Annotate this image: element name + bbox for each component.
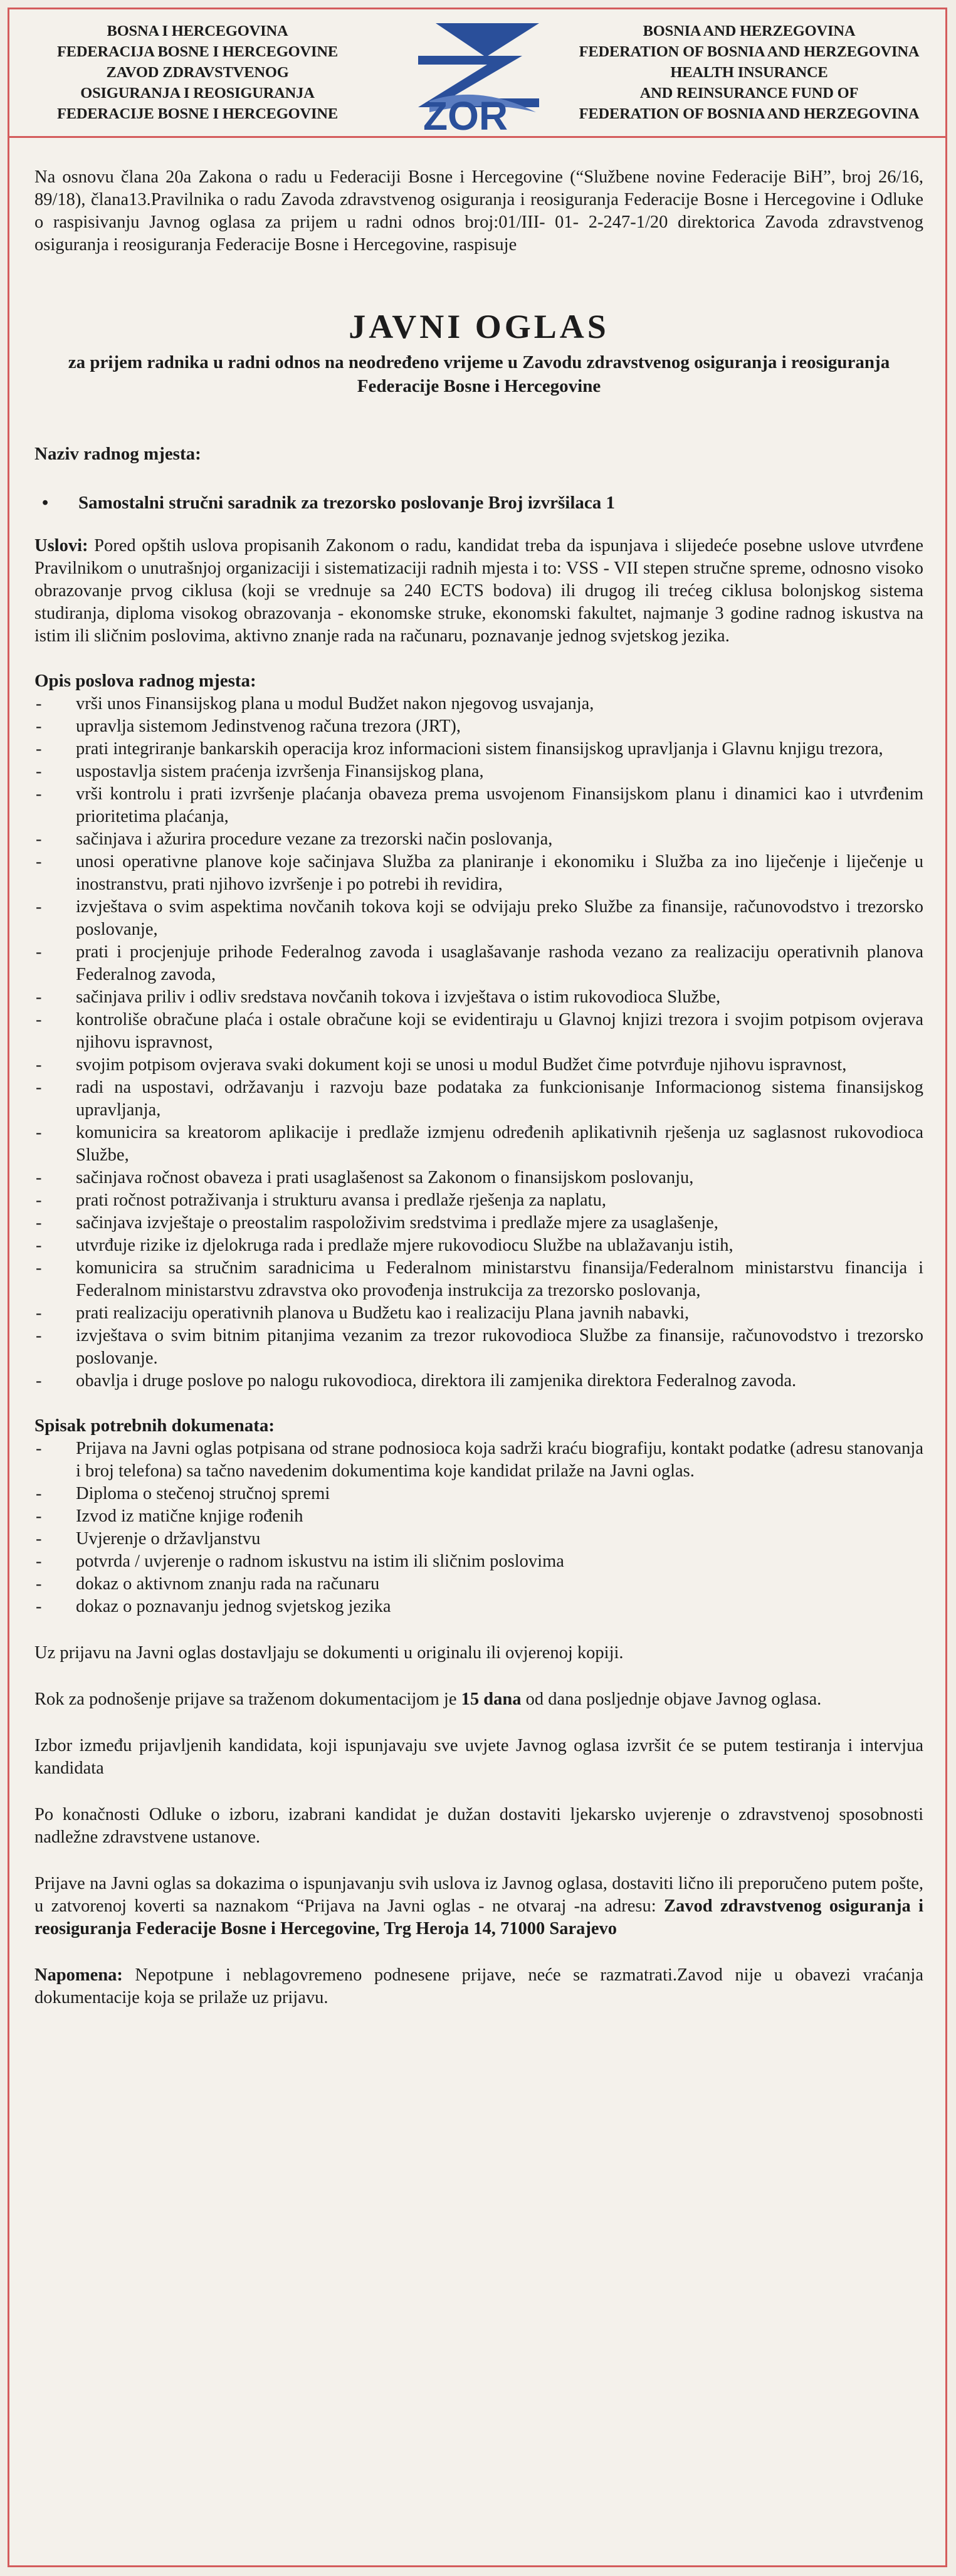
logo-letters: ZOR: [423, 93, 508, 134]
dash-marker: -: [36, 717, 42, 736]
duties-list: [34, 693, 923, 1392]
submission-paragraph: [34, 1873, 923, 1940]
document-item-text: Prijava na Javni oglas potpisana od strane podnosioca koja sadrži kraću biografiju, kontakt podatke (adresu stanovanja i broj telefona) sa tačno navedenim dokumentima koje kandidat prilaže na Javni oglas.: [76, 1439, 923, 1481]
dash-marker: -: [36, 852, 42, 871]
ad-subtitle: za prijem radnika u radni odnos na neodređeno vrijeme u Zavodu zdravstvenog osiguranja i reosiguranja Federacije Bosne i Hercegovine: [68, 352, 890, 396]
note-text: Nepotpune i neblagovremeno podnesene prijave, neće se razmatrati.Zavod nije u obavezi vraćanja dokumentacije koja se prilaže uz prijavu.: [34, 1965, 923, 2007]
dash-marker: -: [36, 1484, 42, 1503]
duty-item: [34, 851, 923, 896]
dash-marker: -: [36, 784, 42, 804]
note-label: Napomena:: [34, 1965, 123, 1985]
dash-marker: -: [36, 1123, 42, 1142]
duty-item-text: sačinjava izvještaje o preostalim raspoloživim sredstvima i predlaže mjere za usaglašenje,: [76, 1213, 718, 1233]
duty-item-text: svojim potpisom ovjerava svaki dokument koji se unosi u modul Budžet čime potvrđuje njihovu ispravnost,: [76, 1055, 847, 1075]
duty-item: [34, 896, 923, 941]
dash-marker: -: [36, 942, 42, 962]
ad-title: JAVNI OGLAS: [349, 308, 609, 345]
duty-item-text: uspostavlja sistem praćenja izvršenja Finansijskog plana,: [76, 762, 484, 781]
duty-item: [34, 1325, 923, 1370]
duty-item-text: vrši unos Finansijskog plana u modul Budžet nakon njegovog usvajanja,: [76, 694, 594, 713]
dash-marker: -: [36, 1213, 42, 1233]
duty-item-text: komunicira sa stručnim saradnicima u Federalnom ministarstvu finansija/Federalnom ministarstvu financija i Federalnom ministarstvu zdravstva oko provođenja instrukcija za trezorsko poslovanja,: [76, 1258, 923, 1300]
dash-marker: -: [36, 1439, 42, 1458]
dash-marker: -: [36, 1326, 42, 1345]
document-item: [34, 1528, 923, 1550]
duty-item-text: sačinjava i ažurira procedure vezane za trezorski način poslovanja,: [76, 829, 553, 849]
dash-marker: -: [36, 1597, 42, 1616]
document-item: [34, 1438, 923, 1483]
dash-marker: -: [36, 1168, 42, 1187]
document-item-text: Izvod iz matične knjige rođenih: [76, 1506, 303, 1526]
position-heading: Naziv radnog mjesta:: [34, 444, 201, 464]
duty-item: [34, 1234, 923, 1257]
dash-marker: -: [36, 739, 42, 759]
duty-item-text: utvrđuje rizike iz djelokruga rada i predlaže mjere rukovodiocu Službe na ublažavanju istih,: [76, 1236, 733, 1255]
submission-text: Prijave na Javni oglas sa dokazima o ispunjavanju svih uslova iz Javnog oglasa, dostaviti lično ili preporučeno putem pošte, u zatvorenoj koverti sa naznakom “Prijava na Javni oglas - ne otvaraj -na adresu:: [34, 1874, 923, 1916]
header-left-institution: [22, 21, 373, 124]
originals-paragraph: Uz prijavu na Javni oglas dostavljaju se dokumenti u originalu ili ovjerenoj kopiji.: [34, 1643, 624, 1663]
dash-marker: -: [36, 1191, 42, 1210]
dash-marker: -: [36, 897, 42, 917]
intro-paragraph: Na osnovu člana 20a Zakona o radu u Federaciji Bosne i Hercegovine (“Službene novine Federacije BiH”, broj 26/16, 89/18), člana13.Pravilnika o radu Zavoda zdravstvenog osiguranja i reosiguranja Federacije Bosne i Hercegovine i Odluke o raspisivanju Javnog oglasa za prijem u radni odnos broj:01/III- 01- 2-247-1/20 direktorica Zavoda zdravstvenog osiguranja i reosiguranja Federacije Bosne i Hercegovine, raspisuje: [34, 167, 923, 255]
duty-item: [34, 1054, 923, 1076]
header-right-line: BOSNIA AND HERZEGOVINA: [643, 23, 856, 39]
deadline-text-end: od dana posljednje objave Javnog oglasa.: [521, 1690, 822, 1709]
dash-marker: -: [36, 1236, 42, 1255]
duty-item-text: sačinjava priliv i odliv sredstava novčanih tokova i izvještava o istim rukovodioca Službe,: [76, 987, 721, 1007]
document-item: [34, 1573, 923, 1596]
duty-item: [34, 1076, 923, 1122]
deadline-paragraph: [34, 1688, 923, 1711]
duty-item-text: obavlja i druge poslove po nalogu rukovodioca, direktora ili zamjenika direktora Federalnog zavoda.: [76, 1371, 797, 1391]
document-item-text: potvrda / uvjerenje o radnom iskustvu na istim ili sličnim poslovima: [76, 1552, 564, 1571]
dash-marker: -: [36, 1506, 42, 1526]
note-paragraph: [34, 1964, 923, 2009]
duty-item: [34, 715, 923, 738]
selection-paragraph: Izbor između prijavljenih kandidata, koji ispunjavaju sve uvjete Javnog oglasa izvršit će se putem testiranja i intervjua kandidata: [34, 1736, 923, 1778]
duty-item: [34, 828, 923, 851]
duty-item-text: kontroliše obračune plaća i ostale obračune koji se evidentiraju u Glavnoj knjizi trezora i svojim potpisom ovjerava njihovu ispravnost,: [76, 1010, 923, 1052]
document-item-text: dokaz o aktivnom znanju rada na računaru: [76, 1574, 380, 1594]
duty-item-text: vrši kontrolu i prati izvršenje plaćanja obaveza prema usvojenom Finansijskom planu i dinamici kao i utvrđenim prioritetima plaćanja,: [76, 784, 923, 826]
duty-item: [34, 760, 923, 783]
deadline-text: Rok za podnošenje prijave sa traženom dokumentacijom je: [34, 1690, 461, 1709]
conditions-text: Pored opštih uslova propisanih Zakonom o radu, kandidat treba da ispunjava i slijedeće posebne uslove utvrđene Pravilnikom o unutrašnjoj organizaciji i sistematizaciji radnih mjesta i to: VSS - VII stepen stručne spreme, odnosno visoko obrazovanje prvog ciklusa (koji se vrednuje sa 240 ECTS bodova) ili drugog ili trećeg ciklusa bolonjskog sistema studiranja, diploma visokog obrazovanja - ekonomske struke, ekonomski fakultet, najmanje 3 godine radnog iskustva na istim ili sličnim poslovima, aktivno znanje rada na računaru, poznavanje jednog svjetskog jezika.: [34, 536, 923, 646]
dash-marker: -: [36, 762, 42, 781]
duty-item-text: prati ročnost potraživanja i strukturu avansa i predlaže rješenja za naplatu,: [76, 1191, 606, 1210]
duty-item-text: prati realizaciju operativnih planova u Budžetu kao i realizaciju Plana javnih nabavki,: [76, 1303, 690, 1323]
conditions-paragraph: [34, 535, 923, 648]
header-right-line: FEDERATION OF BOSNIA AND HERZEGOVINA: [579, 105, 920, 122]
duty-item-text: prati i procjenjuje prihode Federalnog zavoda i usaglašavanje rashoda vezano za realizaciju operativnih planova Federalnog zavoda,: [76, 942, 923, 984]
duty-item: [34, 1370, 923, 1392]
duty-item-text: izvještava o svim bitnim pitanjima vezanim za trezor rukovodioca Službe za finansije, računovodstvo i trezorsko poslovanje.: [76, 1326, 923, 1368]
document-item-text: Uvjerenje o državljanstvu: [76, 1529, 261, 1548]
dash-marker: -: [36, 1078, 42, 1097]
duties-heading: Opis poslova radnog mjesta:: [34, 671, 256, 691]
document-item-text: dokaz o poznavanju jednog svjetskog jezika: [76, 1597, 391, 1616]
deadline-days: 15 dana: [461, 1690, 522, 1709]
dash-marker: -: [36, 1529, 42, 1548]
duty-item: [34, 1009, 923, 1054]
duty-item: [34, 1302, 923, 1325]
dash-marker: -: [36, 1055, 42, 1075]
dash-marker: -: [36, 1574, 42, 1594]
document-item: [34, 1483, 923, 1505]
header-left-line: BOSNA I HERCEGOVINA: [107, 23, 288, 39]
document-item-text: Diploma o stečenoj stručnoj spremi: [76, 1484, 330, 1503]
documents-list: [34, 1438, 923, 1618]
header-right-institution: [574, 21, 925, 124]
header-right-line: HEALTH INSURANCE: [670, 64, 828, 81]
header-right-line: AND REINSURANCE FUND OF: [639, 85, 859, 102]
duty-item-text: sačinjava ročnost obaveza i prati usaglašenost sa Zakonom o finansijskom poslovanju,: [76, 1168, 694, 1187]
dash-marker: -: [36, 694, 42, 713]
duty-item: [34, 1257, 923, 1302]
header-left-line: ZAVOD ZDRAVSTVENOG: [106, 64, 289, 81]
duty-item: [34, 783, 923, 828]
document-item: [34, 1550, 923, 1573]
medical-paragraph: Po konačnosti Odluke o izboru, izabrani kandidat je dužan dostaviti ljekarsko uvjerenje o zdravstvenoj sposobnosti nadležne zdravstvene ustanove.: [34, 1805, 923, 1847]
duty-item: [34, 1167, 923, 1189]
duty-item: [34, 941, 923, 986]
duty-item: [34, 738, 923, 760]
dash-marker: -: [36, 1258, 42, 1278]
header: [9, 9, 945, 138]
advertisement-page: [8, 8, 947, 2567]
dash-marker: -: [36, 829, 42, 849]
dash-marker: -: [36, 1371, 42, 1391]
duty-item-text: komunicira sa kreatorom aplikacije i predlaže izmjenu određenih aplikativnih rješenja uz saglasnost rukovodioca Službe,: [76, 1123, 923, 1165]
zor-logo: [411, 18, 549, 134]
duty-item-text: unosi operativne planove koje sačinjava Služba za planiranje i ekonomiku i Služba za ino liječenje i liječenje u inostranstvu, prati njihovo izvršenje i po potrebi ih revidira,: [76, 852, 923, 894]
duty-item: [34, 693, 923, 715]
duty-item-text: radi na uspostavi, održavanju i razvoju baze podataka za funkcionisanje Informacionog sistema finansijskog upravljanja,: [76, 1078, 923, 1120]
duty-item: [34, 1189, 923, 1212]
duty-item: [34, 1212, 923, 1234]
header-right-line: FEDERATION OF BOSNIA AND HERZEGOVINA: [579, 43, 920, 60]
duty-item: [34, 1122, 923, 1167]
position-name: Samostalni stručni saradnik za trezorsko poslovanje Broj izvršilaca 1: [78, 493, 616, 513]
bullet-icon: •: [42, 493, 49, 513]
dash-marker: -: [36, 1552, 42, 1571]
advertisement-content: [34, 166, 923, 2009]
header-left-line: FEDERACIJA BOSNE I HERCEGOVINE: [56, 43, 339, 60]
submission-address: Zavod zdravstvenog osiguranja i reosiguranja Federacije Bosne i Hercegovine, Trg Heroja 14, 71000 Sarajevo: [34, 1896, 923, 1938]
duty-item-text: prati integriranje bankarskih operacija kroz informacioni sistem finansijskog upravljanja i Glavnu knjigu trezora,: [76, 739, 883, 759]
document-item: [34, 1596, 923, 1618]
dash-marker: -: [36, 1303, 42, 1323]
duty-item-text: upravlja sistemom Jedinstvenog računa trezora (JRT),: [76, 717, 461, 736]
duty-item-text: izvještava o svim aspektima novčanih tokova koji se odvijaju preko Službe za finansije, računovodstvo i trezorsko poslovanje,: [76, 897, 923, 939]
dash-marker: -: [36, 987, 42, 1007]
duty-item: [34, 986, 923, 1009]
documents-heading: Spisak potrebnih dokumenata:: [34, 1416, 275, 1436]
conditions-label: Uslovi:: [34, 536, 88, 555]
document-item: [34, 1505, 923, 1528]
dash-marker: -: [36, 1010, 42, 1029]
header-left-line: FEDERACIJE BOSNE I HERCEGOVINE: [56, 105, 339, 122]
header-left-line: OSIGURANJA I REOSIGURANJA: [80, 85, 315, 102]
position-item: [34, 491, 923, 515]
